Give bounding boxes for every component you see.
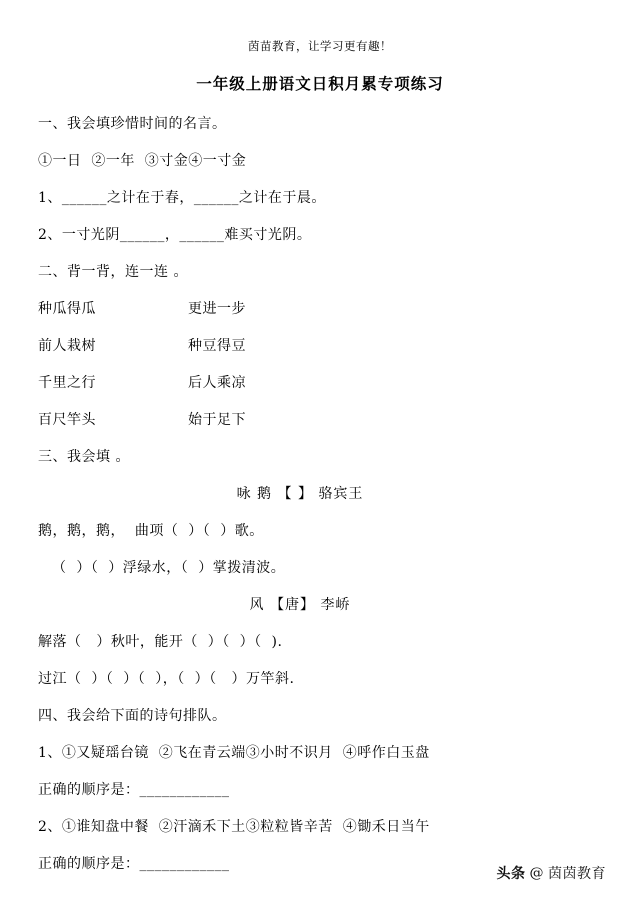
document-content (38, 38, 602, 891)
match-right-item: 后人乘凉 (188, 375, 246, 391)
section-2-heading: 二、背一背，连一连 。 (38, 264, 188, 280)
poem-1-title: 咏 鹅 【 】 骆宾王 (236, 486, 364, 502)
poem-2-line-1: 解落（ ）秋叶，能开（ ）（ ）（ ). (38, 634, 283, 650)
credit-separator: @ (529, 865, 544, 881)
section-4-question-1: 1、①又疑瑶台镜 ②飞在青云端③小时不识月 ④呼作白玉盘 (38, 745, 430, 761)
section-1-question-2: 2、一寸光阴______，______难买寸光阴。 (38, 227, 312, 243)
match-left-item: 前人栽树 (38, 338, 96, 354)
match-row (38, 410, 602, 431)
match-left-item: 千里之行 (38, 375, 96, 391)
match-left-item: 种瓜得瓜 (38, 301, 96, 317)
match-left-item: 百尺竿头 (38, 412, 96, 428)
section-4-answer-1: 正确的顺序是：____________ (38, 782, 230, 798)
match-right-item: 始于足下 (188, 412, 246, 428)
poem-2-line-2: 过江（ ）（ ）（ ），（ ）（ ）万竿斜. (38, 671, 295, 687)
match-row (38, 336, 602, 357)
match-row (38, 373, 602, 394)
brand-line: 茵苗教育，让学习更有趣！ (248, 39, 392, 53)
match-right-item: 更进一步 (188, 301, 246, 317)
section-1-options: ①一日 ②一年 ③寸金④一寸金 (38, 153, 247, 169)
poem-1-line-2: （ ）（ ）浮绿水，（ ）掌拨清波。 (52, 560, 286, 576)
section-4-heading: 四、我会给下面的诗句排队。 (38, 708, 227, 724)
section-3-heading: 三、我会填 。 (38, 449, 130, 465)
poem-2-title: 风 【唐】 李峤 (249, 597, 351, 613)
section-4-question-2: 2、①谁知盘中餐 ②汗滴禾下土③粒粒皆辛苦 ④锄禾日当午 (38, 819, 430, 835)
poem-1-line-1: 鹅，鹅，鹅， 曲项（ ）（ ）歌。 (38, 523, 264, 539)
section-4-answer-2: 正确的顺序是：____________ (38, 856, 230, 872)
platform-name: 头条 (496, 866, 526, 882)
account-name: 茵茵教育 (548, 866, 606, 882)
page-title: 一年级上册语文日积月累专项练习 (196, 74, 444, 93)
watermark-credit (497, 863, 607, 883)
section-1-heading: 一、我会填珍惜时间的名言。 (38, 116, 227, 132)
match-right-item: 种豆得豆 (188, 338, 246, 354)
match-row (38, 299, 602, 320)
section-1-question-1: 1、______之计在于春，______之计在于晨。 (38, 190, 326, 206)
